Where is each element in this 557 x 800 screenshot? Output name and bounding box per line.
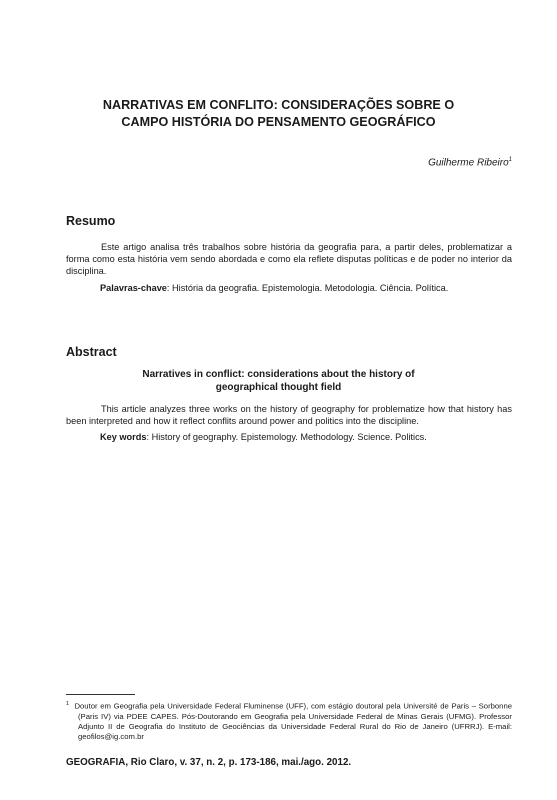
title-line-1: NARRATIVAS EM CONFLITO: CONSIDERAÇÕES SOBRE O xyxy=(102,98,455,112)
footnote-rule xyxy=(66,694,135,695)
resumo-text: Este artigo analisa três trabalhos sobre história da geografia para, a partir deles, problematizar a forma como esta história vem sendo abordada e como ela reflete disputas políticas e de poder no interior da disciplina. xyxy=(66,242,512,277)
title-line-2: CAMPO HISTÓRIA DO PENSAMENTO GEOGRÁFICO xyxy=(121,115,436,129)
footnote-mark: 1 xyxy=(66,701,70,707)
abstract-keywords-list: : History of geography. Epistemology. Methodology. Science. Politics. xyxy=(146,432,427,442)
footnote xyxy=(66,699,512,743)
footnote-text: Doutor em Geografia pela Universidade Federal Fluminense (UFF), com estágio doutoral pela Université de Paris – Sorbonne (Paris IV) via PDEE CAPES. Pós-Doutorando em Geografia pela Universidade Federal de Minas Gerais (UFMG). Professor Adjunto II de Geografia do Instituto de Geociências da Universidade Federal Rural do Rio de Janeiro (UFRRJ). E-mail: geofilos@ig.com.br xyxy=(74,701,513,742)
abstract-heading: Abstract xyxy=(66,345,117,359)
abstract-title-line-2: geographical thought field xyxy=(215,381,342,393)
author-name: Guilherme Ribeiro xyxy=(428,157,509,169)
abstract-text: This article analyzes three works on the history of geography for problematize how that history has been interpreted and how it reflect conflits around power and politics into the discipline. xyxy=(66,404,512,427)
resumo-keywords xyxy=(100,282,520,294)
abstract-title xyxy=(60,369,497,394)
abstract-keywords-label: Key words xyxy=(100,432,147,442)
journal-citation: GEOGRAFIA, Rio Claro, v. 37, n. 2, p. 173-186, mai./ago. 2012. xyxy=(66,757,352,768)
resumo-keywords-label: Palavras-chave xyxy=(100,283,167,293)
abstract-title-line-1: Narratives in conflict: considerations about the history of xyxy=(142,369,415,380)
article-title xyxy=(60,97,497,131)
resumo-heading: Resumo xyxy=(66,214,116,228)
author-note-mark: 1 xyxy=(508,157,512,163)
abstract-keywords xyxy=(100,431,520,443)
resumo-keywords-list: : História da geografia. Epistemologia. Metodologia. Ciência. Política. xyxy=(166,283,449,293)
author xyxy=(428,157,512,168)
